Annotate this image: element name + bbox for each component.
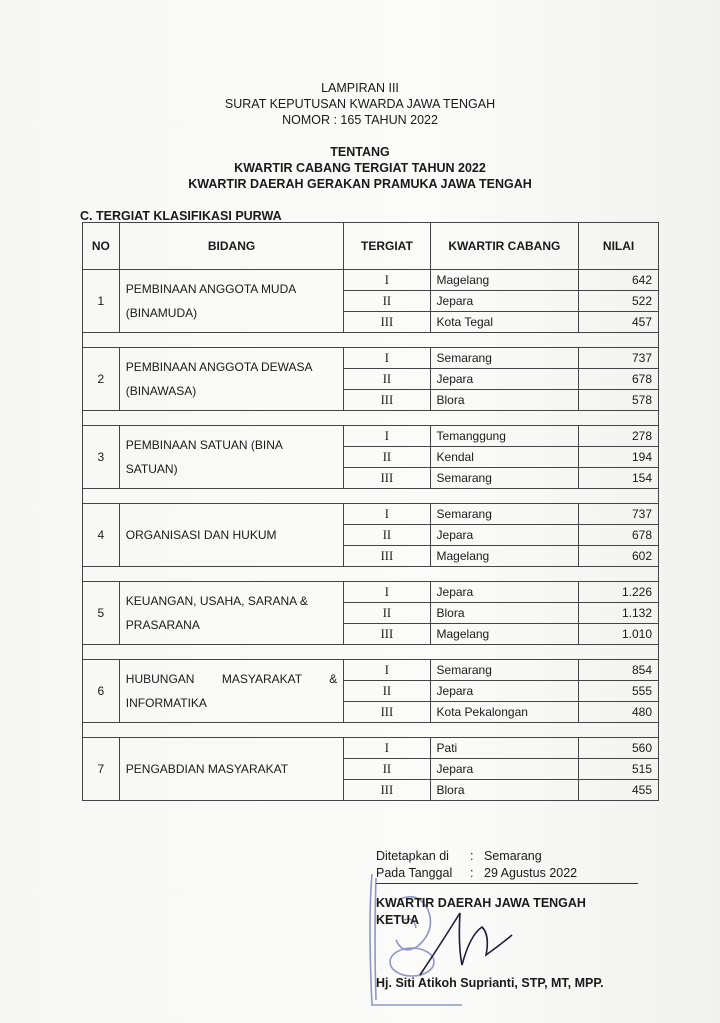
rank-cell: II <box>344 681 430 702</box>
rank-cell: I <box>344 738 430 759</box>
rank-cell: I <box>344 504 430 525</box>
table-row <box>83 348 659 369</box>
row-number: 2 <box>83 348 120 411</box>
branch-cell: Blora <box>430 603 579 624</box>
field-name: ORGANISASI DAN HUKUM <box>119 504 343 567</box>
row-number: 7 <box>83 738 120 801</box>
score-cell: 737 <box>579 348 659 369</box>
table-spacer-row <box>83 411 659 426</box>
table-spacer-row <box>83 645 659 660</box>
score-cell: 555 <box>579 681 659 702</box>
header-nilai: NILAI <box>579 223 659 270</box>
row-number: 6 <box>83 660 120 723</box>
section-title: C. TERGIAT KLASIFIKASI PURWA <box>80 209 282 223</box>
branch-cell: Blora <box>430 780 579 801</box>
table-row <box>83 660 659 681</box>
score-cell: 154 <box>579 468 659 489</box>
rank-cell: III <box>344 624 430 645</box>
branch-cell: Jepara <box>430 369 579 390</box>
attachment-label: LAMPIRAN III <box>321 81 399 95</box>
score-cell: 515 <box>579 759 659 780</box>
branch-cell: Magelang <box>430 624 579 645</box>
score-cell: 1.132 <box>579 603 659 624</box>
header-kwartir-cabang: KWARTIR CABANG <box>430 223 579 270</box>
field-name: PEMBINAAN ANGGOTA DEWASA (BINAWASA) <box>119 348 343 411</box>
branch-cell: Semarang <box>430 660 579 681</box>
signatory-org <box>376 895 586 929</box>
score-cell: 678 <box>579 369 659 390</box>
table-spacer-row <box>83 333 659 348</box>
field-name: PENGABDIAN MASYARAKAT <box>119 738 343 801</box>
field-name: HUBUNGAN MASYARAKAT & INFORMATIKA <box>119 660 343 723</box>
rank-cell: III <box>344 546 430 567</box>
branch-cell: Jepara <box>430 582 579 603</box>
signatory-role: KETUA <box>376 913 420 927</box>
rank-cell: II <box>344 369 430 390</box>
branch-cell: Jepara <box>430 681 579 702</box>
branch-cell: Jepara <box>430 291 579 312</box>
branch-cell: Temanggung <box>430 426 579 447</box>
row-number: 3 <box>83 426 120 489</box>
field-name: PEMBINAAN SATUAN (BINA SATUAN) <box>119 426 343 489</box>
branch-cell: Blora <box>430 390 579 411</box>
rank-cell: III <box>344 468 430 489</box>
row-number: 5 <box>83 582 120 645</box>
place-label: Ditetapkan di <box>376 849 449 863</box>
table-row <box>83 582 659 603</box>
score-cell: 480 <box>579 702 659 723</box>
score-cell: 278 <box>579 426 659 447</box>
rank-cell: I <box>344 348 430 369</box>
table-row <box>83 270 659 291</box>
row-number: 4 <box>83 504 120 567</box>
rank-cell: II <box>344 291 430 312</box>
rank-cell: III <box>344 390 430 411</box>
field-name: PEMBINAAN ANGGOTA MUDA (BINAMUDA) <box>119 270 343 333</box>
rank-cell: II <box>344 603 430 624</box>
subject-title: KWARTIR CABANG TERGIAT TAHUN 2022 <box>234 161 486 175</box>
rank-cell: I <box>344 660 430 681</box>
score-cell: 194 <box>579 447 659 468</box>
table-header-row <box>83 223 659 270</box>
org-name: KWARTIR DAERAH JAWA TENGAH <box>376 896 586 910</box>
decree-number: NOMOR : 165 TAHUN 2022 <box>282 113 438 127</box>
branch-cell: Magelang <box>430 546 579 567</box>
score-cell: 854 <box>579 660 659 681</box>
row-number: 1 <box>83 270 120 333</box>
subject-label: TENTANG <box>330 145 390 159</box>
rank-cell: II <box>344 759 430 780</box>
table-spacer-row <box>83 567 659 582</box>
score-cell: 602 <box>579 546 659 567</box>
score-cell: 678 <box>579 525 659 546</box>
rank-cell: II <box>344 447 430 468</box>
branch-cell: Jepara <box>430 759 579 780</box>
branch-cell: Semarang <box>430 504 579 525</box>
score-cell: 522 <box>579 291 659 312</box>
score-cell: 737 <box>579 504 659 525</box>
table-spacer-row <box>83 489 659 504</box>
score-cell: 560 <box>579 738 659 759</box>
date-value: 29 Agustus 2022 <box>484 866 578 880</box>
branch-cell: Semarang <box>430 468 579 489</box>
table-row <box>83 738 659 759</box>
rank-cell: III <box>344 702 430 723</box>
branch-cell: Pati <box>430 738 579 759</box>
header-bidang: BIDANG <box>119 223 343 270</box>
score-cell: 455 <box>579 780 659 801</box>
rank-cell: I <box>344 582 430 603</box>
score-cell: 1.010 <box>579 624 659 645</box>
signature-meta: Ditetapkan di : Semarang Pada Tanggal : 29 Agustus 2022 <box>376 849 578 880</box>
branch-cell: Kendal <box>430 447 579 468</box>
place-value: Semarang <box>484 849 542 863</box>
branch-cell: Jepara <box>430 525 579 546</box>
rank-cell: III <box>344 312 430 333</box>
branch-cell: Semarang <box>430 348 579 369</box>
rank-cell: II <box>344 525 430 546</box>
score-cell: 1.226 <box>579 582 659 603</box>
subject-org: KWARTIR DAERAH GERAKAN PRAMUKA JAWA TENGAH <box>188 177 532 191</box>
score-cell: 578 <box>579 390 659 411</box>
rank-cell: I <box>344 426 430 447</box>
branch-cell: Magelang <box>430 270 579 291</box>
rank-cell: I <box>344 270 430 291</box>
branch-cell: Kota Pekalongan <box>430 702 579 723</box>
field-name: KEUANGAN, USAHA, SARANA & PRASARANA <box>119 582 343 645</box>
rank-cell: III <box>344 780 430 801</box>
signatory-name: Hj. Siti Atikoh Suprianti, STP, MT, MPP. <box>376 976 604 990</box>
score-cell: 642 <box>579 270 659 291</box>
branch-cell: Kota Tegal <box>430 312 579 333</box>
header-tergiat: TERGIAT <box>344 223 430 270</box>
decree-title: SURAT KEPUTUSAN KWARDA JAWA TENGAH <box>224 97 496 111</box>
date-label: Pada Tanggal <box>376 866 453 880</box>
table-row <box>83 426 659 447</box>
header-no: NO <box>83 223 120 270</box>
results-table <box>82 222 659 801</box>
score-cell: 457 <box>579 312 659 333</box>
table-spacer-row <box>83 723 659 738</box>
table-row <box>83 504 659 525</box>
